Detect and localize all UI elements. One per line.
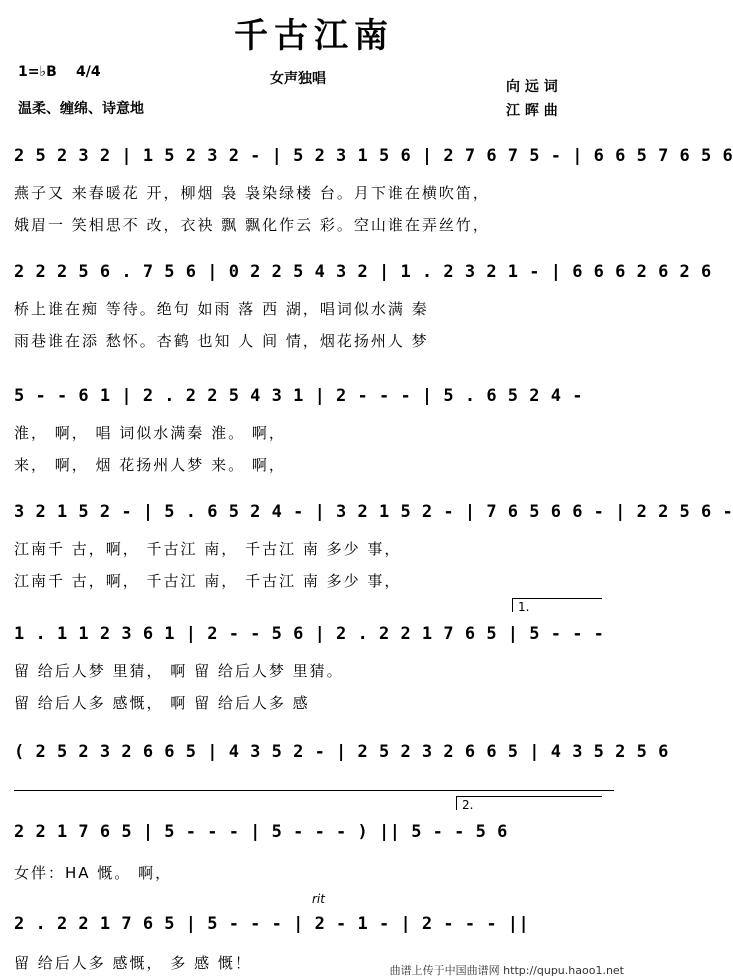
notation-line: 2 2 1 7 6 5 | 5 - - - | 5 - - - ) || 5 - - 5 6	[14, 822, 508, 842]
volta-1: 1.	[518, 600, 530, 614]
lyric-verse-1: 江南千 古，啊， 千古江 南， 千古江 南 多少 事，	[14, 540, 402, 558]
tempo-marking: rit	[312, 892, 325, 906]
lyric-verse-2: 来， 啊， 烟 花扬州人梦 来。 啊，	[14, 456, 286, 474]
lyric-verse-1: 留 给后人多 感慨， 多 感 慨！	[14, 954, 252, 972]
lyric-verse-2: 娥眉一 笑相思不 改，衣袂 飘 飘化作云 彩。空山谁在弄丝竹，	[14, 216, 490, 234]
song-title: 千古江南	[234, 16, 394, 56]
notation-line: 3 2 1 5 2 - | 5 . 6 5 2 4 - | 3 2 1 5 2 - | 7 6 5 6 6 - | 2 2 5 6 -	[14, 502, 733, 522]
expression-marking: 温柔、缠绵、诗意地	[18, 101, 144, 117]
notation-line: 2 2 2 5 6 . 7 5 6 | 0 2 2 5 4 3 2 | 1 . 2 3 2 1 - | 6 6 6 2 6 2 6	[14, 262, 712, 282]
notation-line: 5 - - 6 1 | 2 . 2 2 5 4 3 1 | 2 - - - | 5 . 6 5 2 4 -	[14, 386, 583, 406]
lyric-verse-2: 留 给后人多 感慨， 啊 留 给后人多 感	[14, 694, 310, 712]
lyric-verse-1: 淮， 啊， 唱 词似水满秦 淮。 啊，	[14, 424, 286, 442]
lyric-verse-2: 江南千 古，啊， 千古江 南， 千古江 南 多少 事，	[14, 572, 402, 590]
key-signature: 1=♭B	[18, 64, 57, 80]
lyric-verse-2: 雨巷谁在添 愁怀。杏鹤 也知 人 间 情，烟花扬州人 梦	[14, 332, 429, 350]
lyric-verse-1: 燕子又 来春暖花 开，柳烟 袅 袅染绿楼 台。月下谁在横吹笛，	[14, 184, 490, 202]
lyric-verse-1: 桥上谁在痴 等待。绝句 如雨 落 西 湖，唱词似水满 秦	[14, 300, 429, 318]
composer-credit: 江 晖 曲	[506, 103, 558, 119]
interlude-notation-line: ( 2 5 2 3 2 6 6 5 | 4 3 5 2 - | 2 5 2 3 2 6 6 5 | 4 3 5 2 5 6	[14, 742, 669, 762]
notation-line: 2 . 2 2 1 7 6 5 | 5 - - - | 2 - 1 - | 2 - - - ||	[14, 914, 530, 934]
volta-2: 2.	[462, 798, 474, 812]
lyricist-credit: 向 远 词	[506, 79, 558, 95]
site-footer: 曲谱上传于中国曲谱网 http://qupu.haoo1.net	[389, 964, 624, 977]
notation-line: 1 . 1 1 2 3 6 1 | 2 - - 5 6 | 2 . 2 2 1 7 6 5 | 5 - - -	[14, 624, 605, 644]
notation-line: 2 5 2 3 2 | 1 5 2 3 2 - | 5 2 3 1 5 6 | 2 7 6 7 5 - | 6 6 5 7 6 5 6	[14, 146, 733, 166]
performance-type: 女声独唱	[270, 71, 326, 87]
time-signature: 4/4	[76, 64, 101, 80]
lyric-verse-1: 女伴：HA 慨。 啊，	[14, 864, 173, 882]
lyric-verse-1: 留 给后人梦 里猜， 啊 留 给后人梦 里猜。	[14, 662, 344, 680]
